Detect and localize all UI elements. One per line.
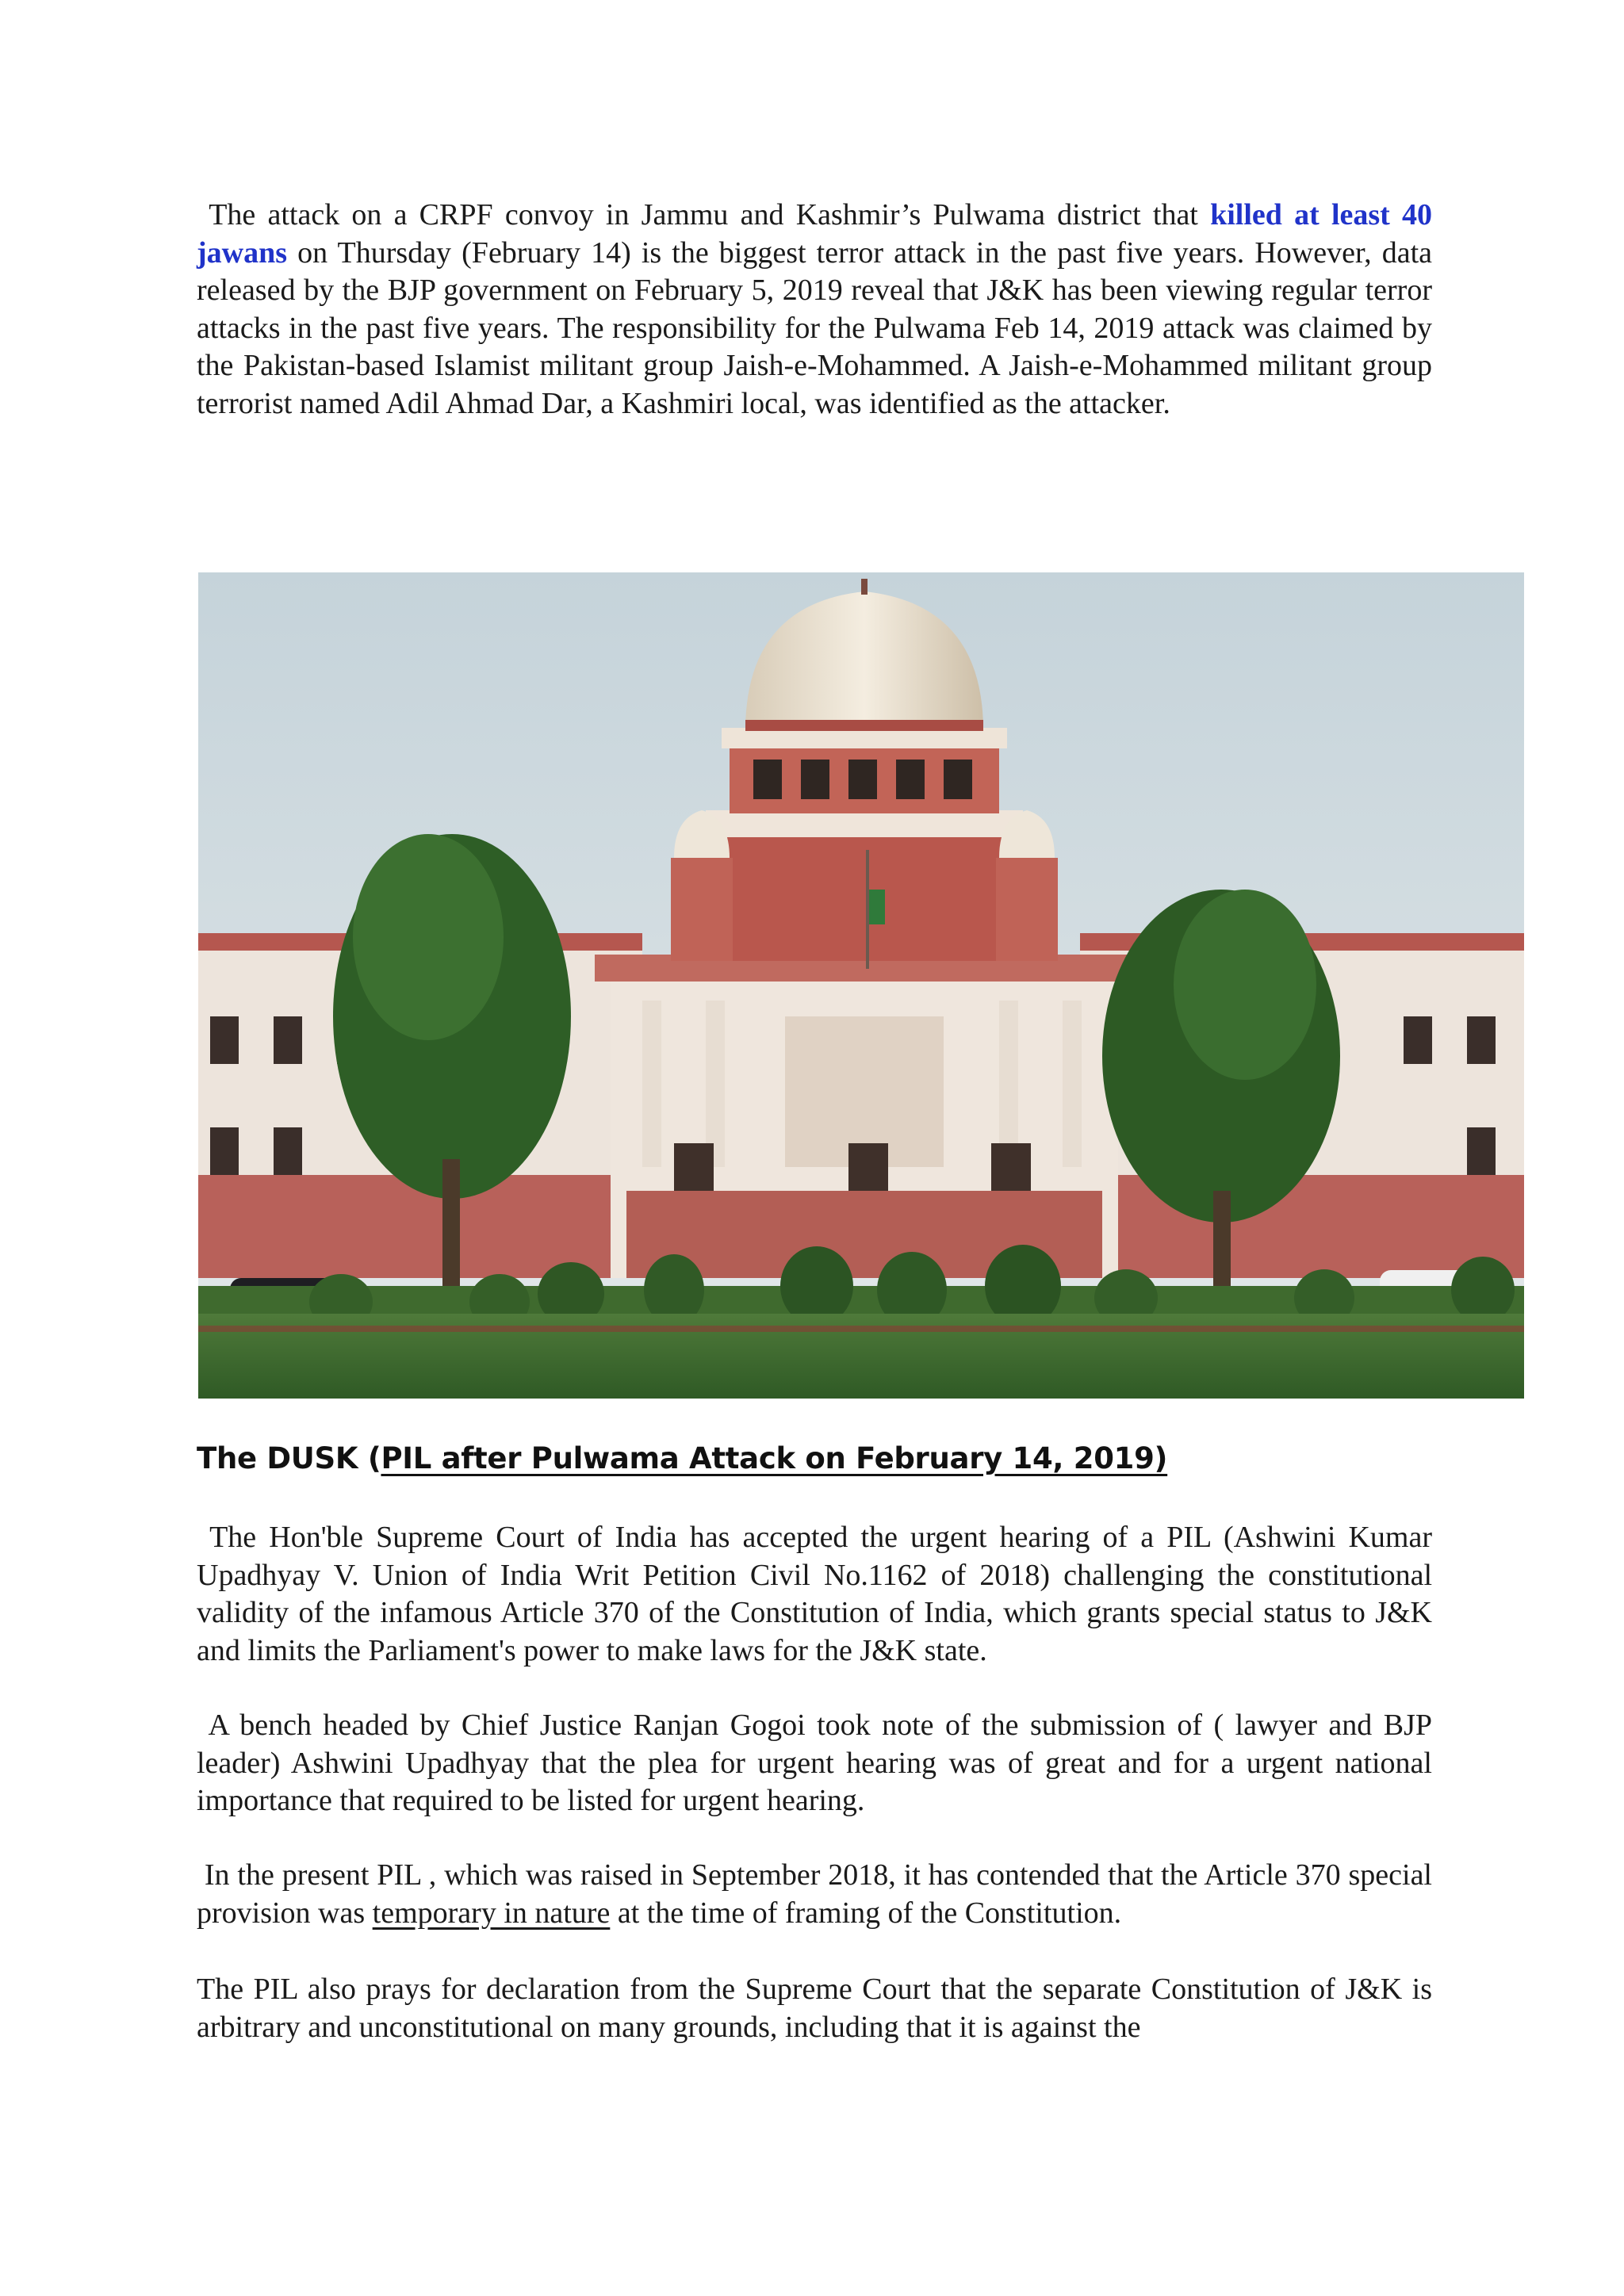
paragraph-4-text: The PIL also prays for declaration from the Supreme Court that the separate Constitution of J&K is arbitrary and unconstitutional on many grounds, including that it is against the xyxy=(197,1973,1432,2044)
paragraph-declaration xyxy=(197,1971,1432,2046)
temporary-in-nature: temporary in nature xyxy=(372,1896,611,1930)
paragraph-present-pil xyxy=(197,1857,1432,1932)
paragraph-3-after: at the time of framing of the Constitution. xyxy=(610,1896,1122,1930)
intro-paragraph xyxy=(197,197,1432,423)
paragraph-bench xyxy=(197,1707,1432,1820)
paragraph-pil-accepted xyxy=(197,1519,1432,1670)
supreme-court-photo xyxy=(198,572,1524,1399)
intro-text-after: on Thursday (February 14) is the biggest terror attack in the past five years. However, data released by the BJP government on February 5, 2019 reveal that J&K has been viewing regular terror attacks in the past five years. The responsibility for the Pulwama Feb 14, 2019 attack was claimed by the Pakistan-based Islamist militant group Jaish-e-Mohammed. A Jaish-e-Mohammed militant group terrorist named Adil Ahmad Dar, a Kashmiri local, was identified as the attacker. xyxy=(197,235,1432,420)
heading-underlined: PIL after Pulwama Attack on February 14, 2019) xyxy=(381,1441,1168,1475)
intro-text-before: The attack on a CRPF convoy in Jammu and Kashmir’s Pulwama district that xyxy=(209,198,1211,232)
paragraph-1-text: The Hon'ble Supreme Court of India has accepted the urgent hearing of a PIL (Ashwini Kumar Upadhyay V. Union of India Writ Petition Civil No.1162 of 2018) challenging the constitutional validity of the infamous Article 370 of the Constitution of India, which grants special status to J&K and limits the Parliament's power to make laws for the J&K state. xyxy=(197,1521,1432,1667)
paragraph-2-text: A bench headed by Chief Justice Ranjan Gogoi took note of the submission of ( lawyer and BJP leader) Ashwini Upadhyay that the plea for urgent hearing was of great and for a urgent national importance that required to be listed for urgent hearing. xyxy=(197,1709,1433,1817)
killed-highlight: killed at least 40 jawans xyxy=(197,198,1433,270)
heading-prefix: The DUSK ( xyxy=(197,1441,381,1475)
section-heading xyxy=(197,1441,1167,1475)
paragraph-3-before: In the present PIL , which was raised in September 2018, it has contended that the Article 370 special provision was xyxy=(197,1858,1432,1930)
